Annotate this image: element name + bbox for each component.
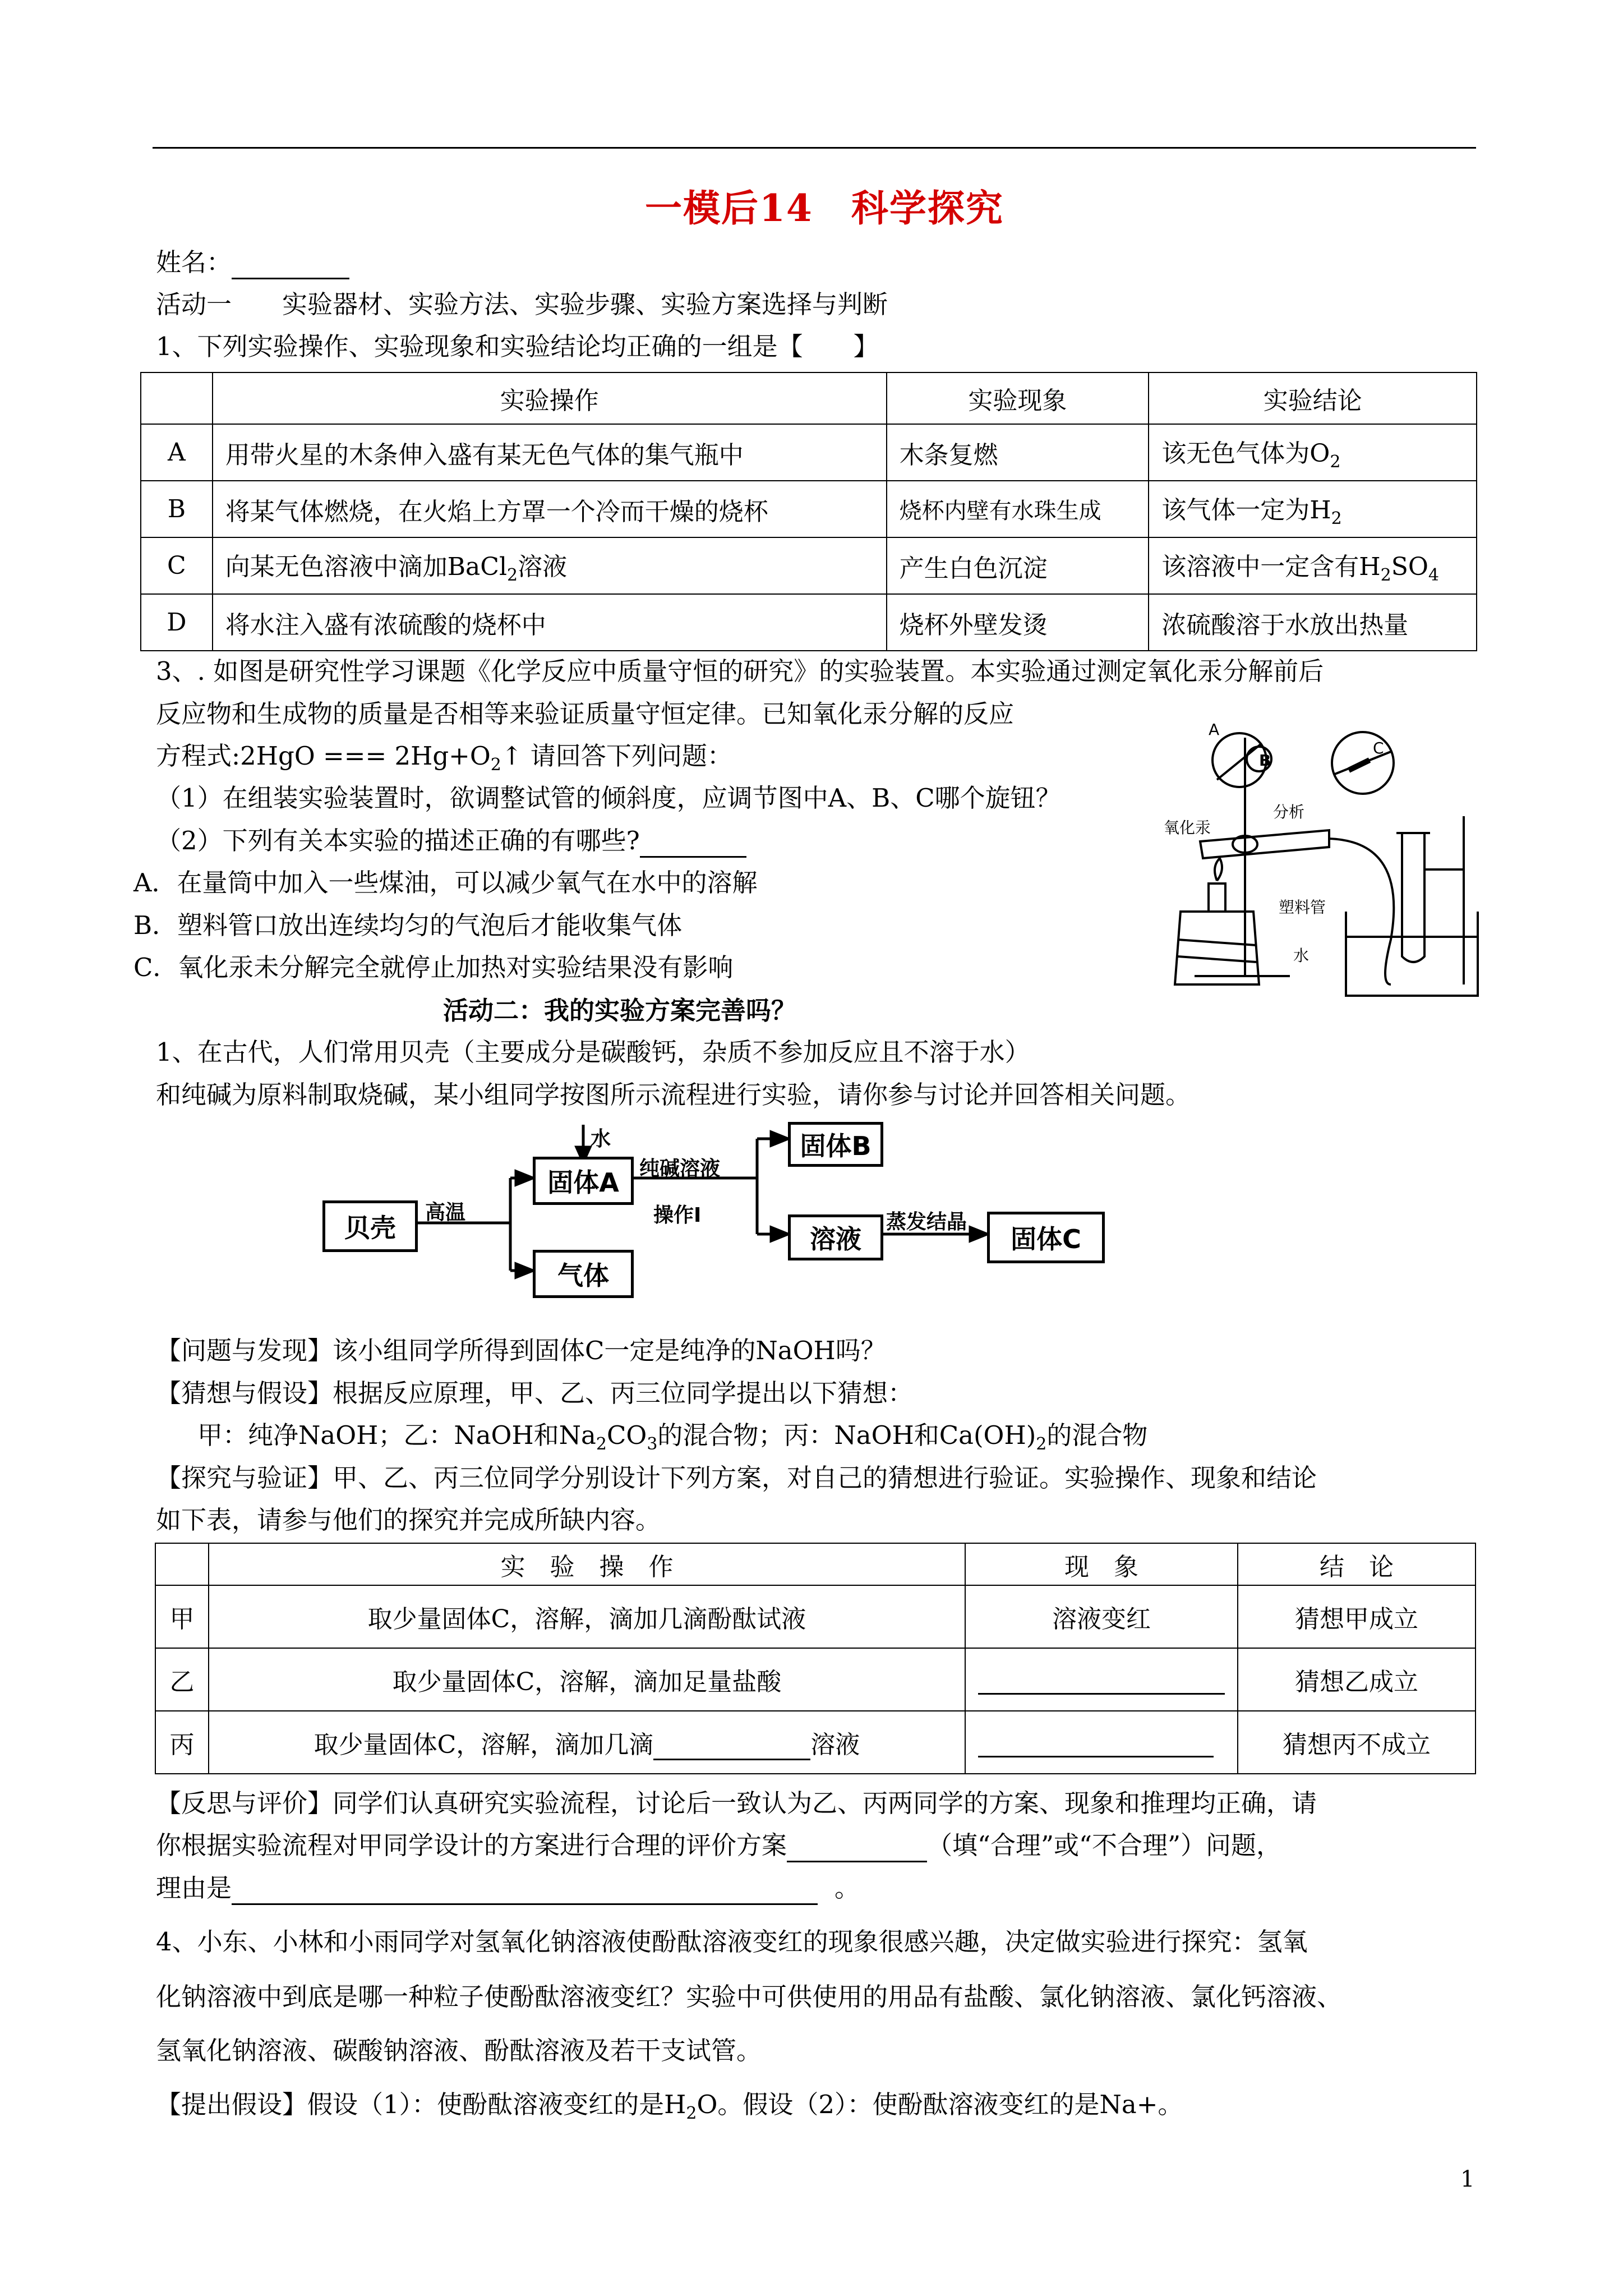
- a2-q1-line1: 1、在古代，人们常用贝壳（主要成分是碳酸钙，杂质不参加反应且不溶于水）: [156, 1037, 1030, 1067]
- q3-sub1: （1）在组装实验装置时，欲调整试管的倾斜度，应调节图中A、B、C哪个旋钮？: [156, 783, 1061, 813]
- flow-gaowen: 高温: [425, 1201, 466, 1224]
- header-rule: [153, 147, 1476, 149]
- label-tube: 塑料管: [1279, 898, 1326, 917]
- q3-line1: 3、. 如图是研究性学习课题《化学反应中质量守恒的研究》的实验装置。本实验通过测定氧化汞分解前后: [156, 656, 1324, 686]
- q3-option-c: C．氧化汞未分解完全就停止加热对实验结果没有影响: [133, 953, 734, 982]
- phen-blank-yi[interactable]: [978, 1665, 1225, 1695]
- name-label: 姓名：: [156, 247, 232, 277]
- flow-solid-c: 固体C: [987, 1212, 1105, 1263]
- q3-answer-blank[interactable]: [640, 856, 746, 858]
- flow-op1: 操作I: [653, 1204, 702, 1227]
- phen-blank-bing[interactable]: [978, 1728, 1214, 1757]
- flow-water: 水: [591, 1128, 611, 1151]
- label-knob-c: C: [1373, 739, 1384, 757]
- label-knob-b: B: [1259, 751, 1271, 770]
- reflect-line2: 你根据实验流程对甲同学设计的方案进行合理的评价方案 （填“合理”或“不合理”）问题，: [156, 1829, 1281, 1862]
- reflect-line1: 【反思与评价】同学们认真研究实验流程，讨论后一致认为乙、丙两同学的方案、现象和推理均正确，请: [156, 1788, 1317, 1818]
- problem-line: 【问题与发现】该小组同学所得到固体C一定是纯净的NaOH吗？: [156, 1336, 886, 1365]
- q4-line3: 氢氧化钠溶液、碳酸钠溶液、酚酞溶液及若干支试管。: [156, 2036, 762, 2065]
- flow-solution: 溶液: [788, 1214, 883, 1260]
- page-title: 一模后14 科学探究: [645, 186, 1004, 230]
- flow-solid-b: 固体B: [788, 1122, 883, 1167]
- name-blank[interactable]: [232, 278, 349, 279]
- q4-line1: 4、小东、小林和小雨同学对氢氧化钠溶液使酚酞溶液变红的现象很感兴趣，决定做实验进行探究：氢氧: [156, 1927, 1308, 1957]
- q1-table: [140, 372, 1477, 651]
- q3-line3: 方程式:2HgO === $2Hg+O_2↑$ 请回答下列问题：: [156, 741, 732, 775]
- q1-header-phen: 实验现象: [887, 372, 1149, 424]
- verify-table-header: 实 验 操 作 现 象 结 论: [155, 1543, 1476, 1585]
- verify-line1: 【探究与验证】甲、乙、丙三位同学分别设计下列方案，对自己的猜想进行验证。实验操作、现象和结论: [156, 1463, 1317, 1493]
- table-row: 甲 取少量固体C，溶解，滴加几滴酚酞试液 溶液变红 猜想甲成立: [155, 1585, 1476, 1648]
- table-row: C 向某无色溶液中滴加BaCl$_2$溶液 产生白色沉淀 该溶液中一定含有$H_2SO_4$: [141, 537, 1477, 594]
- q1-table-header: [141, 372, 1477, 424]
- q3-option-b: B．塑料管口放出连续均匀的气泡后才能收集气体: [133, 910, 683, 940]
- label-knob-a: A: [1209, 721, 1220, 739]
- apparatus-figure: [1161, 721, 1481, 1013]
- student-name-line: [156, 246, 349, 279]
- activity1-text: 实验器材、实验方法、实验步骤、实验方案选择与判断: [282, 289, 888, 319]
- verify-line2: 如下表，请参与他们的探究并完成所缺内容。: [156, 1505, 661, 1535]
- verify-table: [155, 1543, 1476, 1774]
- activity1-label: 活动一: [156, 289, 232, 319]
- reagent-blank[interactable]: [653, 1759, 810, 1760]
- label-hgo: 氧化汞: [1164, 818, 1211, 837]
- page-number: 1: [1460, 2166, 1475, 2192]
- table-row: 乙 取少量固体C，溶解，滴加足量盐酸 猜想乙成立: [155, 1648, 1476, 1711]
- table-row: 丙 取少量固体C，溶解，滴加几滴 溶液 猜想丙不成立: [155, 1711, 1476, 1774]
- table-row: B 将某气体燃烧，在火焰上方罩一个冷而干燥的烧杯 烧杯内壁有水珠生成 该气体一定为$H_2$: [141, 481, 1477, 537]
- q3-sub2: （2）下列有关本实验的描述正确的有哪些?: [156, 824, 746, 858]
- flow-solid-a: 固体A: [533, 1157, 634, 1205]
- q1-header-op: 实验操作: [213, 372, 887, 424]
- activity1-heading: [156, 288, 888, 321]
- table-row: A 用带火星的木条伸入盛有某无色气体的集气瓶中 木条复燃 该无色气体为$O_2$: [141, 424, 1477, 481]
- activity2-heading: 活动二：我的实验方案完善吗？: [443, 996, 797, 1025]
- reason-blank[interactable]: [232, 1903, 818, 1905]
- table-row: D 将水注入盛有浓硫酸的烧杯中 烧杯外壁发烫 浓硫酸溶于水放出热量: [141, 594, 1477, 651]
- flow-shell: 贝壳: [322, 1200, 418, 1252]
- a2-q1-line2: 和纯碱为原料制取烧碱，某小组同学按图所示流程进行实验，请你参与讨论并回答相关问题。: [156, 1080, 1191, 1110]
- evaluation-blank[interactable]: [787, 1861, 927, 1862]
- q1-text: 1、下列实验操作、实验现象和实验结论均正确的一组是【 】: [156, 332, 879, 361]
- label-fenxi: 分析: [1273, 803, 1305, 821]
- hypothesis-items: 甲：纯净NaOH；乙：NaOH和$Na_2CO_3$的混合物；丙：NaOH和$Ca(OH)_2$的混合物: [197, 1420, 1148, 1454]
- q3-line2: 反应物和生成物的质量是否相等来验证质量守恒定律。已知氧化汞分解的反应: [156, 699, 1015, 729]
- flow-gas: 气体: [533, 1250, 634, 1298]
- hypothesis-line: 【猜想与假设】根据反应原理，甲、乙、丙三位同学提出以下猜想：: [156, 1378, 914, 1408]
- flow-soda: 纯碱溶液: [639, 1157, 721, 1180]
- q3-option-a: A．在量筒中加入一些煤油，可以减少氧气在水中的溶解: [133, 868, 758, 898]
- flow-chart: [322, 1122, 1119, 1301]
- q4-line4: 【提出假设】假设（1）：使酚酞溶液变红的是$H_2O$。假设（2）：使酚酞溶液变红的是Na+。: [156, 2090, 1183, 2123]
- label-water: 水: [1293, 946, 1310, 965]
- q4-line2: 化钠溶液中到底是哪一种粒子使酚酞溶液变红？实验中可供使用的用品有盐酸、氯化钠溶液、氯化钙溶液、: [156, 1982, 1343, 2012]
- flow-evap: 蒸发结晶: [886, 1211, 967, 1234]
- q1-header-concl: 实验结论: [1149, 372, 1477, 424]
- reflect-line3: 理由是 。: [156, 1871, 860, 1905]
